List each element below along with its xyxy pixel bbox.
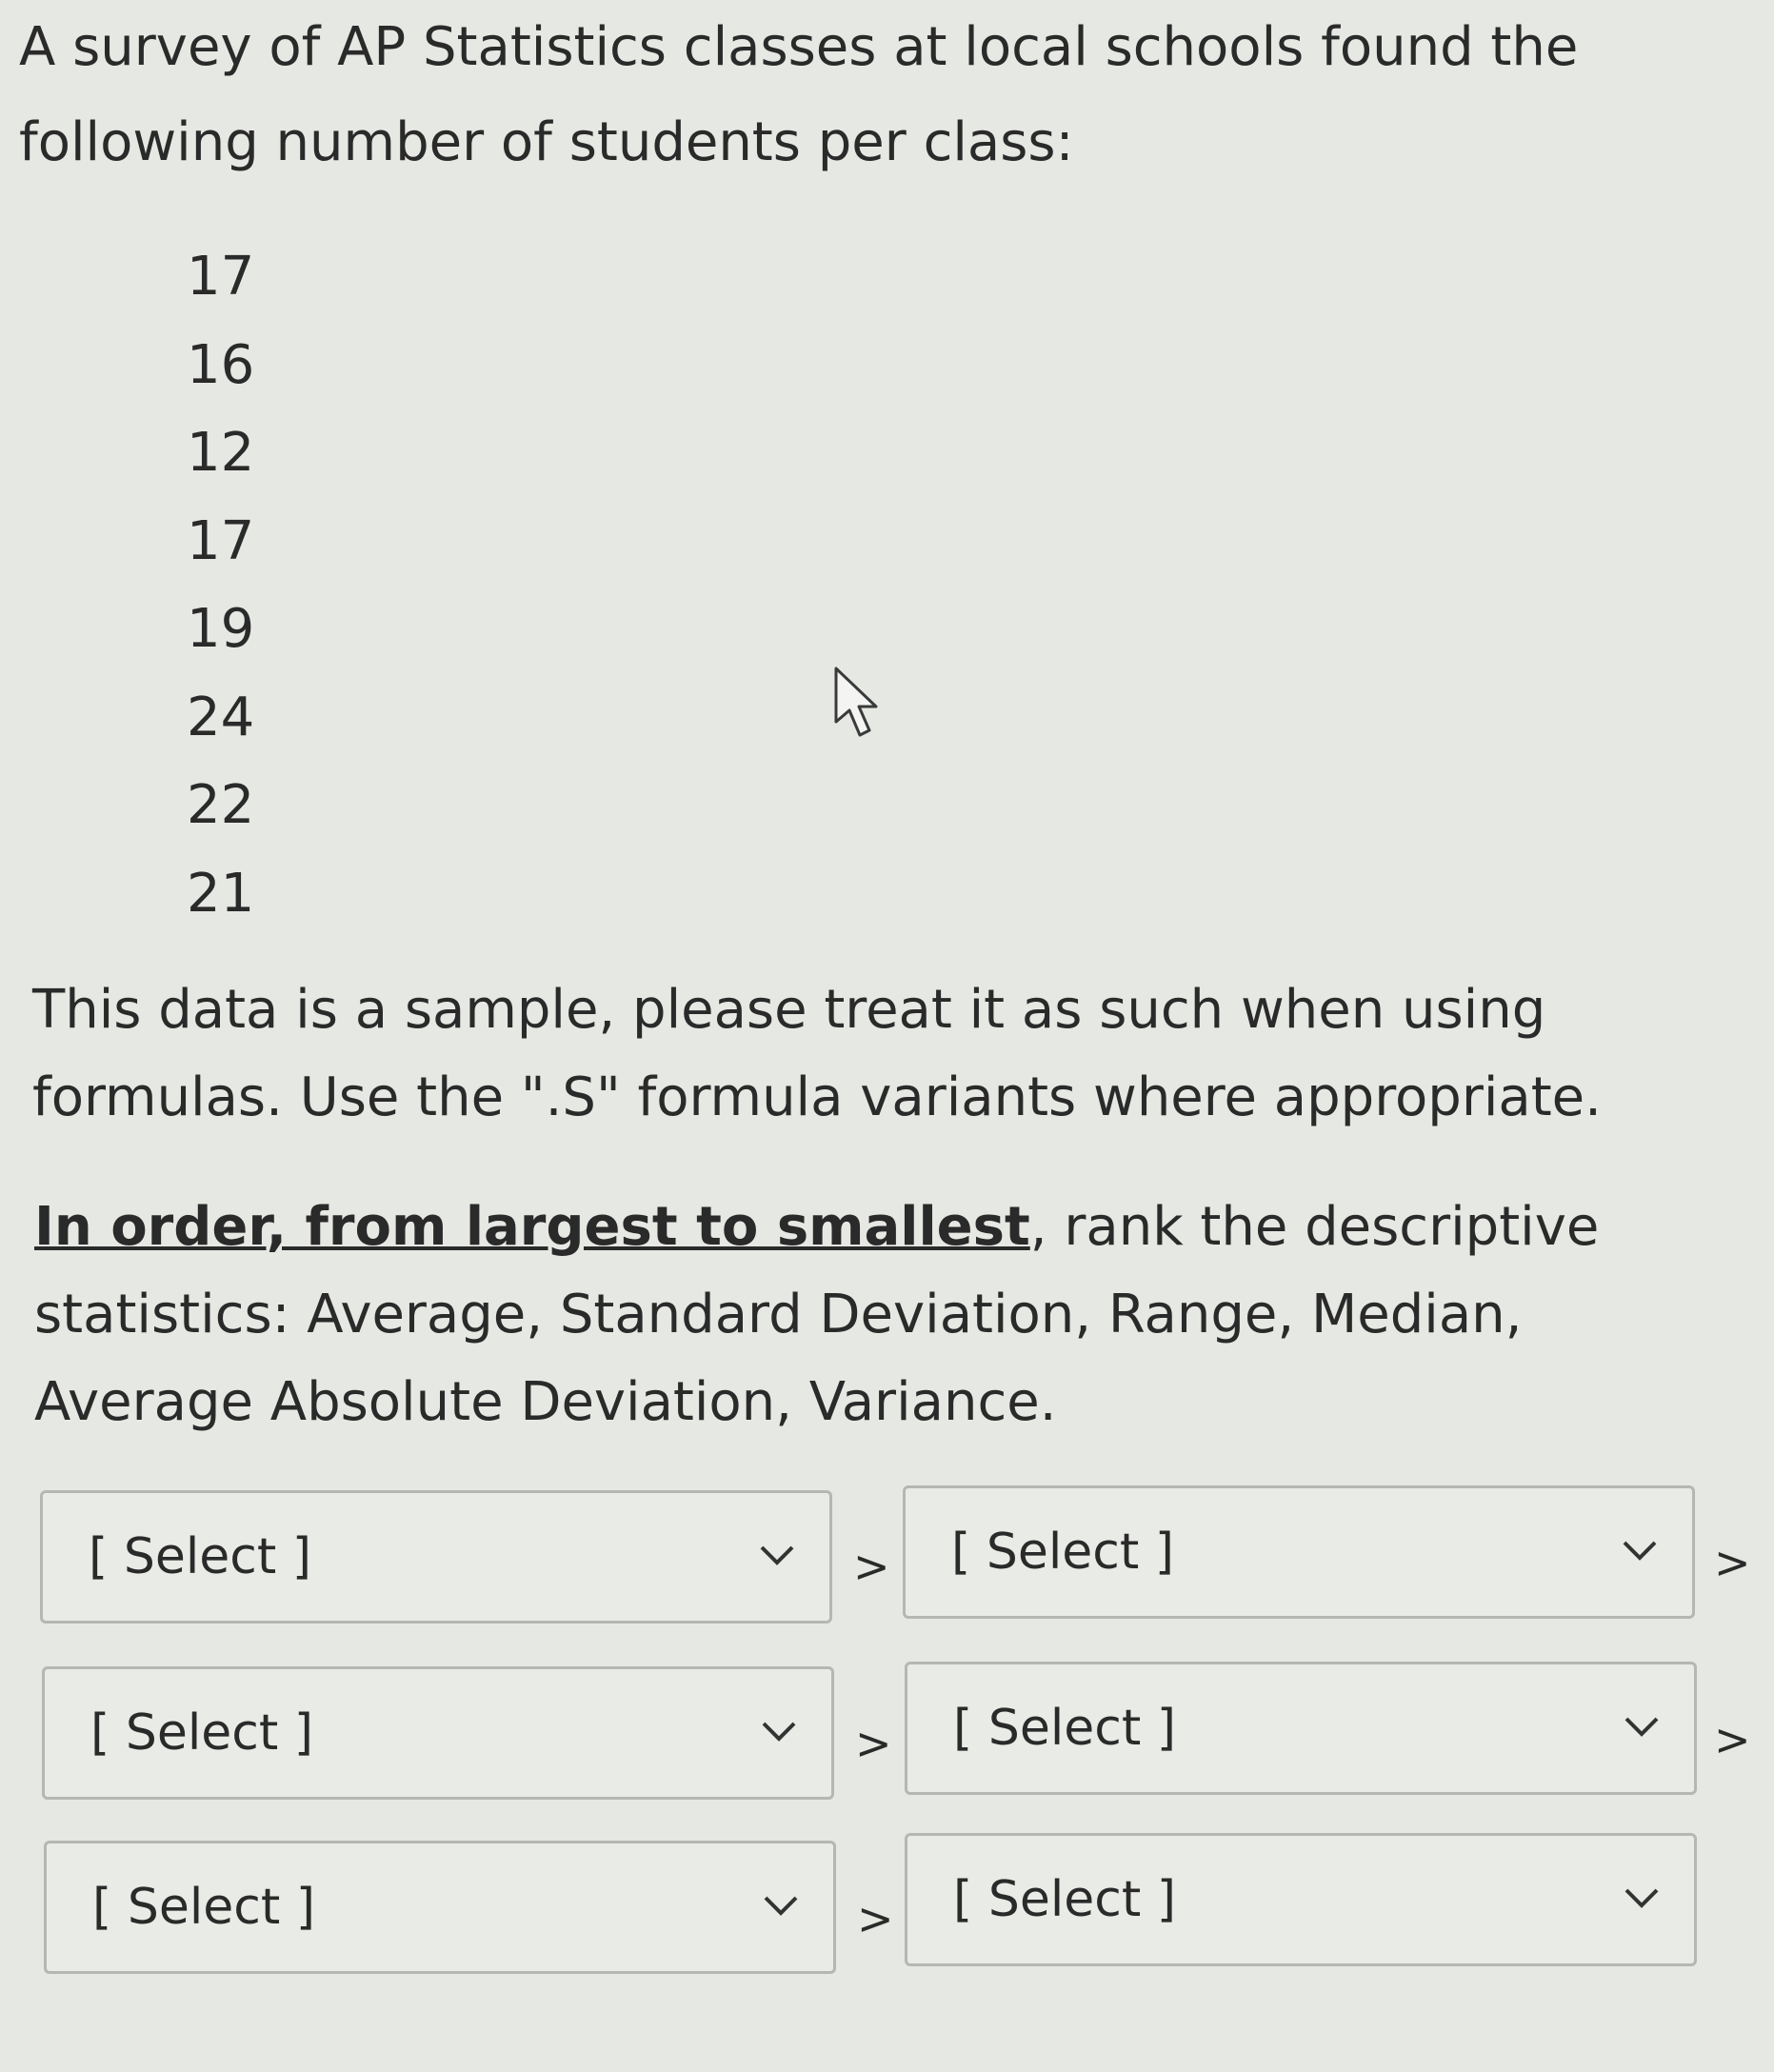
data-value: 17 [187, 246, 255, 308]
mouse-pointer-icon [834, 667, 882, 743]
sample-note: This data is a sample, please treat it as such when using formulas. Use the ".S" formula variants where appropriate. [32, 979, 1602, 1128]
chevron-down-icon [759, 1544, 795, 1566]
data-value: 22 [187, 774, 255, 836]
chevron-down-icon [1622, 1539, 1658, 1562]
rank-select-2[interactable] [903, 1485, 1695, 1619]
instruction-emphasis: In order, from largest to smallest [34, 1196, 1030, 1258]
greater-than-separator: > [853, 1541, 890, 1592]
rank-select-1[interactable] [40, 1490, 832, 1624]
select-label: [ Select ] [951, 1524, 1175, 1581]
question-intro: A survey of AP Statistics classes at local schools found the following number of students per class: [19, 16, 1579, 173]
select-label: [ Select ] [89, 1528, 312, 1585]
rank-select-5[interactable] [44, 1841, 836, 1974]
rank-select-6[interactable] [905, 1833, 1697, 1966]
data-value: 21 [187, 862, 255, 925]
chevron-down-icon [1624, 1715, 1660, 1738]
select-label: [ Select ] [953, 1871, 1177, 1928]
class-size-list [187, 233, 254, 938]
data-value: 24 [187, 686, 255, 748]
data-value: 17 [187, 509, 255, 572]
rank-select-4[interactable] [905, 1662, 1697, 1795]
chevron-down-icon [1624, 1886, 1660, 1909]
data-value: 19 [187, 598, 255, 660]
greater-than-separator: > [857, 1893, 894, 1944]
greater-than-separator: > [1714, 1537, 1751, 1588]
select-label: [ Select ] [953, 1700, 1177, 1757]
chevron-down-icon [761, 1720, 797, 1743]
select-label: [ Select ] [90, 1704, 314, 1762]
data-value: 12 [187, 422, 255, 484]
ranking-instructions [34, 1184, 1739, 1446]
greater-than-separator: > [1714, 1714, 1751, 1765]
data-value: 16 [187, 333, 255, 396]
select-label: [ Select ] [92, 1879, 316, 1936]
chevron-down-icon [763, 1894, 799, 1917]
instruction-text: , rank the descriptive statistics: Average, Standard Deviation, Range, Median, Average Absolute Deviation, Variance. [34, 1196, 1600, 1433]
greater-than-separator: > [855, 1718, 892, 1769]
rank-select-3[interactable] [42, 1666, 834, 1800]
